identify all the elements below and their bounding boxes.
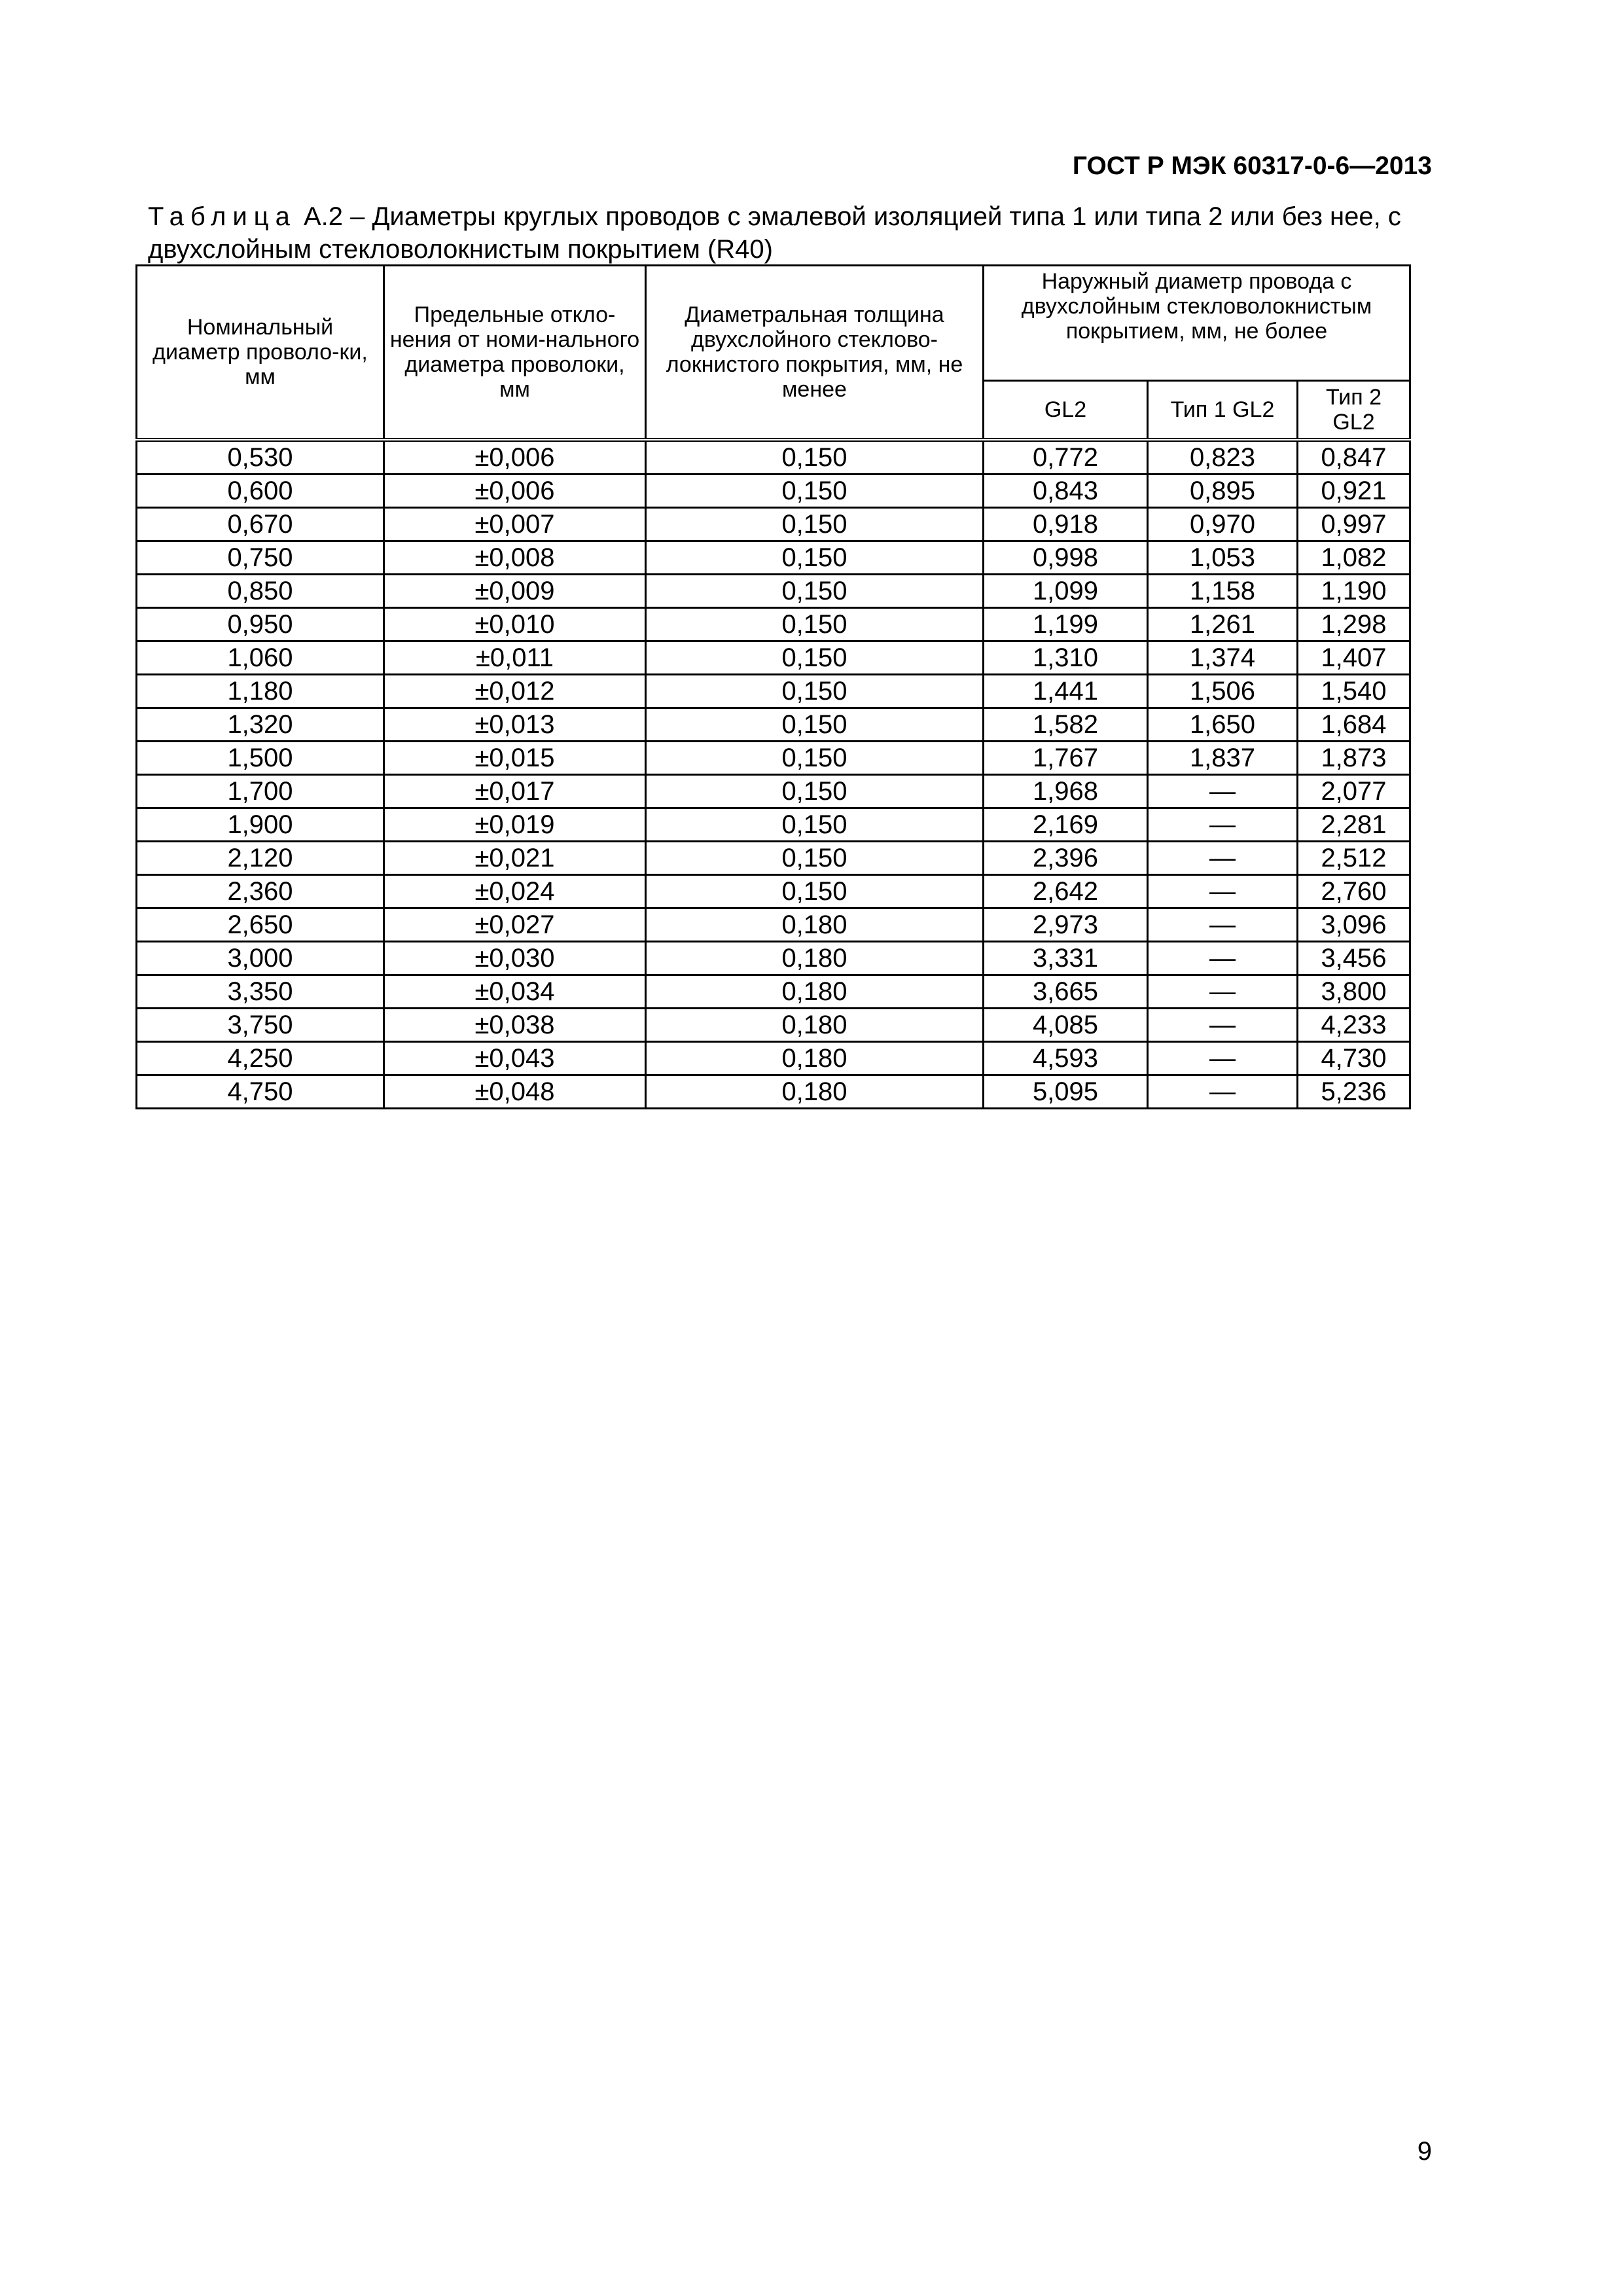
cell-type1-gl2: — <box>1148 874 1298 908</box>
cell-type1-gl2: 1,650 <box>1148 708 1298 741</box>
cell-type1-gl2: 0,895 <box>1148 474 1298 507</box>
table-row <box>137 908 1410 941</box>
cell-thickness: 0,150 <box>646 874 984 908</box>
cell-type2-gl2: 2,077 <box>1298 774 1410 808</box>
cell-type1-gl2: 1,506 <box>1148 674 1298 708</box>
cell-nominal: 3,750 <box>137 1008 384 1041</box>
cell-nominal: 3,350 <box>137 975 384 1008</box>
cell-gl2: 1,310 <box>984 641 1148 674</box>
cell-gl2: 1,968 <box>984 774 1148 808</box>
table-row <box>137 541 1410 574</box>
table-caption <box>148 200 1418 266</box>
table-row <box>137 774 1410 808</box>
cell-type1-gl2: 1,374 <box>1148 641 1298 674</box>
cell-type2-gl2: 1,190 <box>1298 574 1410 607</box>
document-id: ГОСТ Р МЭК 60317-0-6—2013 <box>1072 152 1432 180</box>
cell-type2-gl2: 4,730 <box>1298 1041 1410 1075</box>
cell-gl2: 0,998 <box>984 541 1148 574</box>
cell-thickness: 0,150 <box>646 741 984 774</box>
header-type1-gl2: Тип 1 GL2 <box>1148 381 1298 440</box>
cell-type1-gl2: — <box>1148 1041 1298 1075</box>
cell-nominal: 4,250 <box>137 1041 384 1075</box>
cell-type2-gl2: 1,540 <box>1298 674 1410 708</box>
table-row <box>137 708 1410 741</box>
cell-tolerance: ±0,015 <box>384 741 646 774</box>
table-row <box>137 1041 1410 1075</box>
cell-type2-gl2: 3,456 <box>1298 941 1410 975</box>
cell-thickness: 0,150 <box>646 574 984 607</box>
cell-thickness: 0,150 <box>646 841 984 874</box>
cell-type2-gl2: 2,512 <box>1298 841 1410 874</box>
header-nominal-diameter: Номинальный диаметр проволо-ки, мм <box>137 266 384 440</box>
cell-type1-gl2: — <box>1148 941 1298 975</box>
cell-gl2: 5,095 <box>984 1075 1148 1108</box>
cell-type2-gl2: 0,921 <box>1298 474 1410 507</box>
cell-type2-gl2: 4,233 <box>1298 1008 1410 1041</box>
cell-type1-gl2: 1,261 <box>1148 607 1298 641</box>
cell-thickness: 0,180 <box>646 941 984 975</box>
cell-thickness: 0,150 <box>646 674 984 708</box>
cell-type2-gl2: 0,997 <box>1298 507 1410 541</box>
table-row <box>137 507 1410 541</box>
cell-gl2: 1,441 <box>984 674 1148 708</box>
caption-label: Таблица <box>148 202 296 231</box>
table-row <box>137 741 1410 774</box>
caption-text: А.2 – Диаметры круглых проводов с эмалевой изоляцией типа 1 или типа 2 или без нее, с двухслойным стекловолокнистым покрытием (R40) <box>148 202 1401 264</box>
cell-nominal: 4,750 <box>137 1075 384 1108</box>
cell-type2-gl2: 1,873 <box>1298 741 1410 774</box>
cell-thickness: 0,150 <box>646 641 984 674</box>
cell-thickness: 0,150 <box>646 708 984 741</box>
header-outer-diameter-group: Наружный диаметр провода с двухслойным стекловолокнистым покрытием, мм, не более <box>984 266 1410 381</box>
cell-tolerance: ±0,008 <box>384 541 646 574</box>
cell-nominal: 1,180 <box>137 674 384 708</box>
cell-tolerance: ±0,017 <box>384 774 646 808</box>
cell-type1-gl2: 1,837 <box>1148 741 1298 774</box>
table-row <box>137 808 1410 841</box>
table-row <box>137 641 1410 674</box>
cell-thickness: 0,150 <box>646 474 984 507</box>
cell-type2-gl2: 1,407 <box>1298 641 1410 674</box>
cell-type2-gl2: 0,847 <box>1298 440 1410 475</box>
cell-type1-gl2: — <box>1148 808 1298 841</box>
table-row <box>137 1075 1410 1108</box>
cell-tolerance: ±0,043 <box>384 1041 646 1075</box>
cell-gl2: 2,642 <box>984 874 1148 908</box>
cell-gl2: 2,973 <box>984 908 1148 941</box>
cell-nominal: 2,120 <box>137 841 384 874</box>
cell-thickness: 0,150 <box>646 507 984 541</box>
cell-type1-gl2: 1,158 <box>1148 574 1298 607</box>
table-row <box>137 874 1410 908</box>
cell-nominal: 2,650 <box>137 908 384 941</box>
cell-gl2: 4,593 <box>984 1041 1148 1075</box>
table-row <box>137 975 1410 1008</box>
cell-type1-gl2: — <box>1148 774 1298 808</box>
cell-tolerance: ±0,010 <box>384 607 646 641</box>
cell-nominal: 1,700 <box>137 774 384 808</box>
cell-type1-gl2: — <box>1148 908 1298 941</box>
cell-thickness: 0,180 <box>646 1041 984 1075</box>
cell-tolerance: ±0,011 <box>384 641 646 674</box>
cell-type1-gl2: 0,823 <box>1148 440 1298 475</box>
cell-thickness: 0,150 <box>646 808 984 841</box>
cell-tolerance: ±0,024 <box>384 874 646 908</box>
table-row <box>137 574 1410 607</box>
page-number: 9 <box>1417 2137 1432 2166</box>
cell-gl2: 3,331 <box>984 941 1148 975</box>
cell-tolerance: ±0,013 <box>384 708 646 741</box>
header-gl2: GL2 <box>984 381 1148 440</box>
cell-thickness: 0,150 <box>646 440 984 475</box>
cell-tolerance: ±0,021 <box>384 841 646 874</box>
cell-gl2: 0,772 <box>984 440 1148 475</box>
cell-type2-gl2: 3,800 <box>1298 975 1410 1008</box>
table-row <box>137 607 1410 641</box>
cell-gl2: 0,918 <box>984 507 1148 541</box>
cell-tolerance: ±0,006 <box>384 440 646 475</box>
cell-type1-gl2: — <box>1148 1075 1298 1108</box>
table-row <box>137 440 1410 475</box>
cell-nominal: 2,360 <box>137 874 384 908</box>
table-row <box>137 674 1410 708</box>
header-tolerance: Предельные откло-нения от номи-нального диаметра проволоки, мм <box>384 266 646 440</box>
cell-nominal: 0,530 <box>137 440 384 475</box>
cell-nominal: 1,060 <box>137 641 384 674</box>
cell-thickness: 0,180 <box>646 975 984 1008</box>
cell-thickness: 0,180 <box>646 1075 984 1108</box>
cell-thickness: 0,180 <box>646 1008 984 1041</box>
cell-tolerance: ±0,034 <box>384 975 646 1008</box>
cell-tolerance: ±0,048 <box>384 1075 646 1108</box>
cell-gl2: 0,843 <box>984 474 1148 507</box>
cell-type2-gl2: 1,082 <box>1298 541 1410 574</box>
cell-gl2: 2,396 <box>984 841 1148 874</box>
cell-tolerance: ±0,009 <box>384 574 646 607</box>
cell-type2-gl2: 5,236 <box>1298 1075 1410 1108</box>
table-row <box>137 941 1410 975</box>
cell-thickness: 0,150 <box>646 541 984 574</box>
cell-tolerance: ±0,006 <box>384 474 646 507</box>
table-row <box>137 474 1410 507</box>
table-body <box>137 440 1410 1109</box>
table-row <box>137 1008 1410 1041</box>
cell-nominal: 0,950 <box>137 607 384 641</box>
cell-nominal: 3,000 <box>137 941 384 975</box>
cell-thickness: 0,150 <box>646 607 984 641</box>
cell-tolerance: ±0,007 <box>384 507 646 541</box>
cell-gl2: 2,169 <box>984 808 1148 841</box>
header-coating-thickness: Диаметральная толщина двухслойного стеклово-локнистого покрытия, мм, не менее <box>646 266 984 440</box>
cell-gl2: 1,767 <box>984 741 1148 774</box>
cell-nominal: 0,750 <box>137 541 384 574</box>
cell-thickness: 0,150 <box>646 774 984 808</box>
cell-gl2: 1,099 <box>984 574 1148 607</box>
cell-nominal: 0,670 <box>137 507 384 541</box>
cell-nominal: 0,850 <box>137 574 384 607</box>
cell-nominal: 0,600 <box>137 474 384 507</box>
cell-type2-gl2: 1,298 <box>1298 607 1410 641</box>
cell-tolerance: ±0,012 <box>384 674 646 708</box>
cell-gl2: 4,085 <box>984 1008 1148 1041</box>
cell-gl2: 1,199 <box>984 607 1148 641</box>
cell-type1-gl2: 1,053 <box>1148 541 1298 574</box>
cell-tolerance: ±0,030 <box>384 941 646 975</box>
cell-tolerance: ±0,019 <box>384 808 646 841</box>
cell-tolerance: ±0,027 <box>384 908 646 941</box>
cell-thickness: 0,180 <box>646 908 984 941</box>
data-table <box>135 264 1411 1109</box>
cell-type1-gl2: — <box>1148 841 1298 874</box>
cell-type2-gl2: 2,281 <box>1298 808 1410 841</box>
cell-nominal: 1,320 <box>137 708 384 741</box>
cell-type1-gl2: — <box>1148 975 1298 1008</box>
cell-type1-gl2: — <box>1148 1008 1298 1041</box>
cell-nominal: 1,900 <box>137 808 384 841</box>
cell-type2-gl2: 3,096 <box>1298 908 1410 941</box>
cell-type2-gl2: 2,760 <box>1298 874 1410 908</box>
cell-gl2: 3,665 <box>984 975 1148 1008</box>
cell-gl2: 1,582 <box>984 708 1148 741</box>
header-type2-gl2: Тип 2 GL2 <box>1298 381 1410 440</box>
cell-type2-gl2: 1,684 <box>1298 708 1410 741</box>
cell-type1-gl2: 0,970 <box>1148 507 1298 541</box>
cell-tolerance: ±0,038 <box>384 1008 646 1041</box>
table-row <box>137 841 1410 874</box>
cell-nominal: 1,500 <box>137 741 384 774</box>
